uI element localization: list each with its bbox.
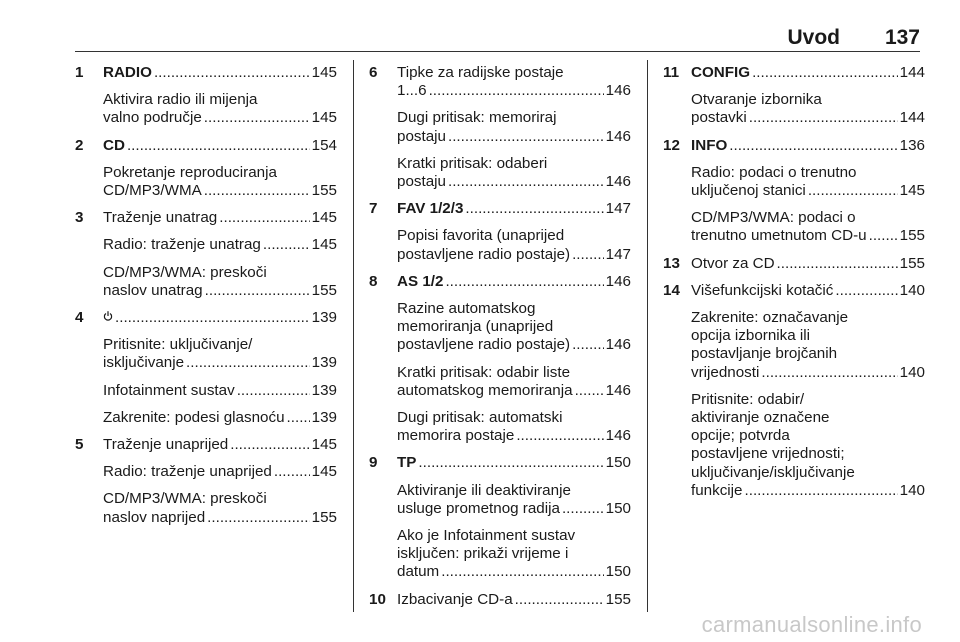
index-entry [369, 200, 631, 218]
dot-leader [287, 409, 310, 427]
dot-leader [429, 82, 604, 100]
dot-leader [808, 182, 898, 200]
entry-page-ref: 155 [899, 254, 925, 272]
entry-text: postavljene radio postaje) [397, 336, 571, 354]
entry-text: Radio: podaci o trenutno [691, 163, 857, 181]
entry-text: vrijednosti [691, 363, 760, 381]
column-divider [353, 60, 354, 612]
entry-text: uključivanje/isključivanje [691, 463, 855, 481]
entry-text: Zakrenite: označavanje [691, 309, 849, 327]
entry-text: opcija izbornika ili [691, 327, 811, 345]
dot-leader [205, 282, 310, 300]
entry-page-ref: 140 [899, 281, 925, 299]
index-entry [75, 264, 337, 300]
dot-leader [448, 128, 604, 146]
entry-page-ref: 145 [311, 109, 337, 127]
index-entry [663, 137, 925, 155]
entry-page-ref: 139 [311, 408, 337, 426]
entry-page-ref: 146 [605, 173, 631, 191]
dot-leader [572, 246, 604, 264]
entry-text: Tipke za radijske postaje [397, 64, 564, 81]
dot-leader [445, 273, 603, 291]
entry-number: 5 [75, 436, 84, 454]
entry-page-ref: 136 [899, 136, 925, 154]
entry-number: 11 [663, 64, 680, 81]
entry-text: uključenoj stanici [691, 182, 806, 200]
index-entry [75, 409, 337, 427]
dot-leader [749, 109, 898, 127]
entry-number: 10 [369, 590, 386, 608]
section-title: Uvod [787, 26, 840, 49]
column-2 [369, 64, 631, 618]
index-entry [75, 137, 337, 155]
entry-text: automatskog memoriranja [397, 381, 573, 399]
index-entry [369, 527, 631, 582]
dot-leader [115, 309, 310, 327]
index-entry [75, 236, 337, 254]
index-entry [369, 454, 631, 472]
entry-page-ref: 150 [605, 563, 631, 581]
entry-text: CD/MP3/WMA [103, 182, 202, 200]
entry-page-ref: 155 [605, 590, 631, 608]
entry-text: CONFIG [691, 64, 751, 81]
entry-page-ref: 145 [311, 64, 337, 81]
index-entry [369, 300, 631, 355]
entry-page-ref: 155 [311, 281, 337, 299]
entry-page-ref: 155 [311, 508, 337, 526]
entry-page-ref: 146 [605, 381, 631, 399]
index-entry [663, 91, 925, 127]
entry-text: memoriranja (unaprijed [397, 318, 554, 336]
entry-text: INFO [691, 136, 728, 154]
entry-text: Radio: traženje unaprijed [103, 463, 272, 481]
index-entry [75, 309, 337, 327]
page-number: 137 [884, 26, 920, 49]
entry-text: usluge prometnog radija [397, 499, 560, 517]
index-entry [369, 155, 631, 191]
entry-text: AS 1/2 [397, 272, 444, 290]
entry-text: CD/MP3/WMA: preskoči [103, 490, 267, 508]
index-entry [75, 64, 337, 82]
dot-leader [154, 64, 310, 82]
index-entry [75, 91, 337, 127]
entry-text: datum [397, 563, 440, 581]
entry-text: Izbacivanje CD-a [397, 590, 513, 608]
entry-text: RADIO [103, 64, 152, 81]
entry-text: Pritisnite: uključivanje/ [103, 336, 253, 354]
entry-text: Pokretanje reproduciranja [103, 163, 277, 181]
entry-text: trenutno umetnutom CD-u [691, 227, 867, 245]
power-icon [103, 310, 113, 322]
entry-text: Razine automatskog [397, 300, 536, 318]
dot-leader [219, 209, 309, 227]
entry-text: naslov naprijed [103, 508, 206, 526]
entry-text: Dugi pritisak: memoriraj [397, 109, 557, 127]
dot-leader [745, 482, 898, 500]
entry-text: Otvor za CD [691, 254, 775, 272]
entry-number: 12 [663, 136, 680, 154]
index-entry [75, 209, 337, 227]
entry-text: CD/MP3/WMA: podaci o [691, 209, 856, 227]
dot-leader [465, 200, 603, 218]
index-entry [369, 409, 631, 445]
index-entry [369, 273, 631, 291]
index-entry [369, 364, 631, 400]
index-entry [369, 482, 631, 518]
dot-leader [761, 364, 897, 382]
entry-text: TP [397, 454, 417, 472]
entry-text: valno područje [103, 109, 202, 127]
entry-page-ref: 144 [899, 64, 925, 81]
index-entry [75, 490, 337, 526]
entry-page-ref: 150 [605, 499, 631, 517]
entry-text: Radio: traženje unatrag [103, 236, 261, 254]
entry-text: Traženje unatrag [103, 209, 218, 227]
entry-number: 1 [75, 64, 84, 81]
index-entry [369, 591, 631, 609]
entry-page-ref: 145 [311, 209, 337, 227]
header-rule [75, 51, 920, 52]
dot-leader [777, 255, 898, 273]
index-entry [663, 255, 925, 273]
entry-text: Zakrenite: podesi glasnoću [103, 408, 285, 426]
entry-page-ref: 147 [605, 245, 631, 263]
index-entry [663, 164, 925, 200]
entry-text: funkcije [691, 481, 743, 499]
dot-leader [186, 354, 310, 372]
dot-leader [448, 173, 604, 191]
entry-page-ref: 146 [605, 272, 631, 290]
entry-text: postaju [397, 127, 446, 145]
entry-page-ref: 155 [311, 182, 337, 200]
entry-page-ref: 145 [311, 236, 337, 254]
entry-page-ref: 145 [311, 436, 337, 454]
entry-text: Kratki pritisak: odaberi [397, 154, 548, 172]
index-entry [75, 382, 337, 400]
entry-text: Višefunkcijski kotačić [691, 281, 834, 299]
entry-text: Popisi favorita (unaprijed [397, 227, 565, 245]
entry-text: postavljene vrijednosti; [691, 445, 845, 463]
entry-text: naslov unatrag [103, 281, 203, 299]
entry-text: isključivanje [103, 354, 185, 372]
index-entry [663, 391, 925, 500]
entry-text: Dugi pritisak: automatski [397, 409, 563, 427]
entry-text: FAV 1/2/3 [397, 200, 464, 218]
entry-page-ref: 139 [311, 354, 337, 372]
dot-leader [127, 137, 310, 155]
entry-text: isključen: prikaži vrijeme i [397, 545, 569, 563]
entry-number: 3 [75, 209, 84, 227]
entry-page-ref: 145 [899, 182, 925, 200]
entry-number: 7 [369, 200, 378, 218]
entry-page-ref: 150 [605, 454, 631, 472]
index-entry [75, 336, 337, 372]
entry-page-ref: 146 [605, 82, 631, 100]
entry-text: CD [103, 136, 125, 154]
dot-leader [515, 591, 604, 609]
dot-leader [575, 382, 604, 400]
dot-leader [237, 382, 310, 400]
entry-text: Kratki pritisak: odabir liste [397, 363, 571, 381]
dot-leader [562, 500, 604, 518]
entry-number: 9 [369, 454, 378, 472]
entry-text: Aktiviranje ili deaktiviranje [397, 481, 571, 499]
entry-page-ref: 140 [899, 363, 925, 381]
index-entry [75, 463, 337, 481]
entry-text: memorira postaje [397, 427, 515, 445]
dot-leader [572, 336, 604, 354]
column-1 [75, 64, 337, 536]
entry-page-ref: 146 [605, 336, 631, 354]
entry-text: opcije; potvrda [691, 427, 790, 445]
entry-page-ref: 145 [311, 463, 337, 481]
index-entry [369, 227, 631, 263]
entry-page-ref: 144 [899, 109, 925, 127]
dot-leader [230, 436, 309, 454]
entry-text: Aktivira radio ili mijenja [103, 91, 258, 109]
dot-leader [418, 454, 603, 472]
entry-text: postaju [397, 173, 446, 191]
dot-leader [204, 109, 310, 127]
entry-text: postavki [691, 109, 747, 127]
entry-page-ref: 146 [605, 127, 631, 145]
column-divider [647, 60, 648, 612]
entry-number: 6 [369, 64, 378, 81]
entry-page-ref: 154 [311, 136, 337, 154]
entry-text: CD/MP3/WMA: preskoči [103, 263, 267, 281]
dot-leader [869, 227, 898, 245]
column-3 [663, 64, 925, 509]
dot-leader [752, 64, 898, 82]
entry-text: Ako je Infotainment sustav [397, 527, 576, 545]
dot-leader [441, 563, 603, 581]
index-entry [663, 282, 925, 300]
entry-text: Pritisnite: odabir/ [691, 390, 805, 408]
entry-page-ref: 139 [311, 309, 337, 327]
dot-leader [274, 463, 310, 481]
dot-leader [263, 236, 310, 254]
dot-leader [207, 509, 309, 527]
dot-leader [516, 427, 603, 445]
entry-number: 13 [663, 254, 680, 272]
watermark: carmanualsonline.info [701, 612, 922, 637]
index-entry [369, 64, 631, 100]
entry-number: 14 [663, 281, 680, 299]
index-entry [75, 436, 337, 454]
entry-text: Traženje unaprijed [103, 436, 229, 454]
entry-page-ref: 139 [311, 381, 337, 399]
dot-leader [204, 182, 310, 200]
entry-text: postavljanje brojčanih [691, 345, 838, 363]
entry-page-ref: 147 [605, 200, 631, 218]
index-entry [663, 309, 925, 382]
dot-leader [729, 137, 897, 155]
entry-text: postavljene radio postaje) [397, 245, 571, 263]
entry-text: Infotainment sustav [103, 381, 235, 399]
index-entry [369, 109, 631, 145]
entry-text: aktiviranje označene [691, 409, 830, 427]
page-header [75, 22, 920, 52]
entry-number: 2 [75, 136, 84, 154]
entry-page-ref: 146 [605, 427, 631, 445]
entry-text: Otvaranje izbornika [691, 91, 822, 109]
entry-page-ref: 155 [899, 227, 925, 245]
index-entry [75, 164, 337, 200]
dot-leader [835, 282, 897, 300]
entry-page-ref: 140 [899, 481, 925, 499]
entry-text: 1...6 [397, 82, 427, 100]
index-entry [663, 209, 925, 245]
index-entry [663, 64, 925, 82]
entry-number: 8 [369, 272, 378, 290]
entry-number: 4 [75, 309, 84, 327]
